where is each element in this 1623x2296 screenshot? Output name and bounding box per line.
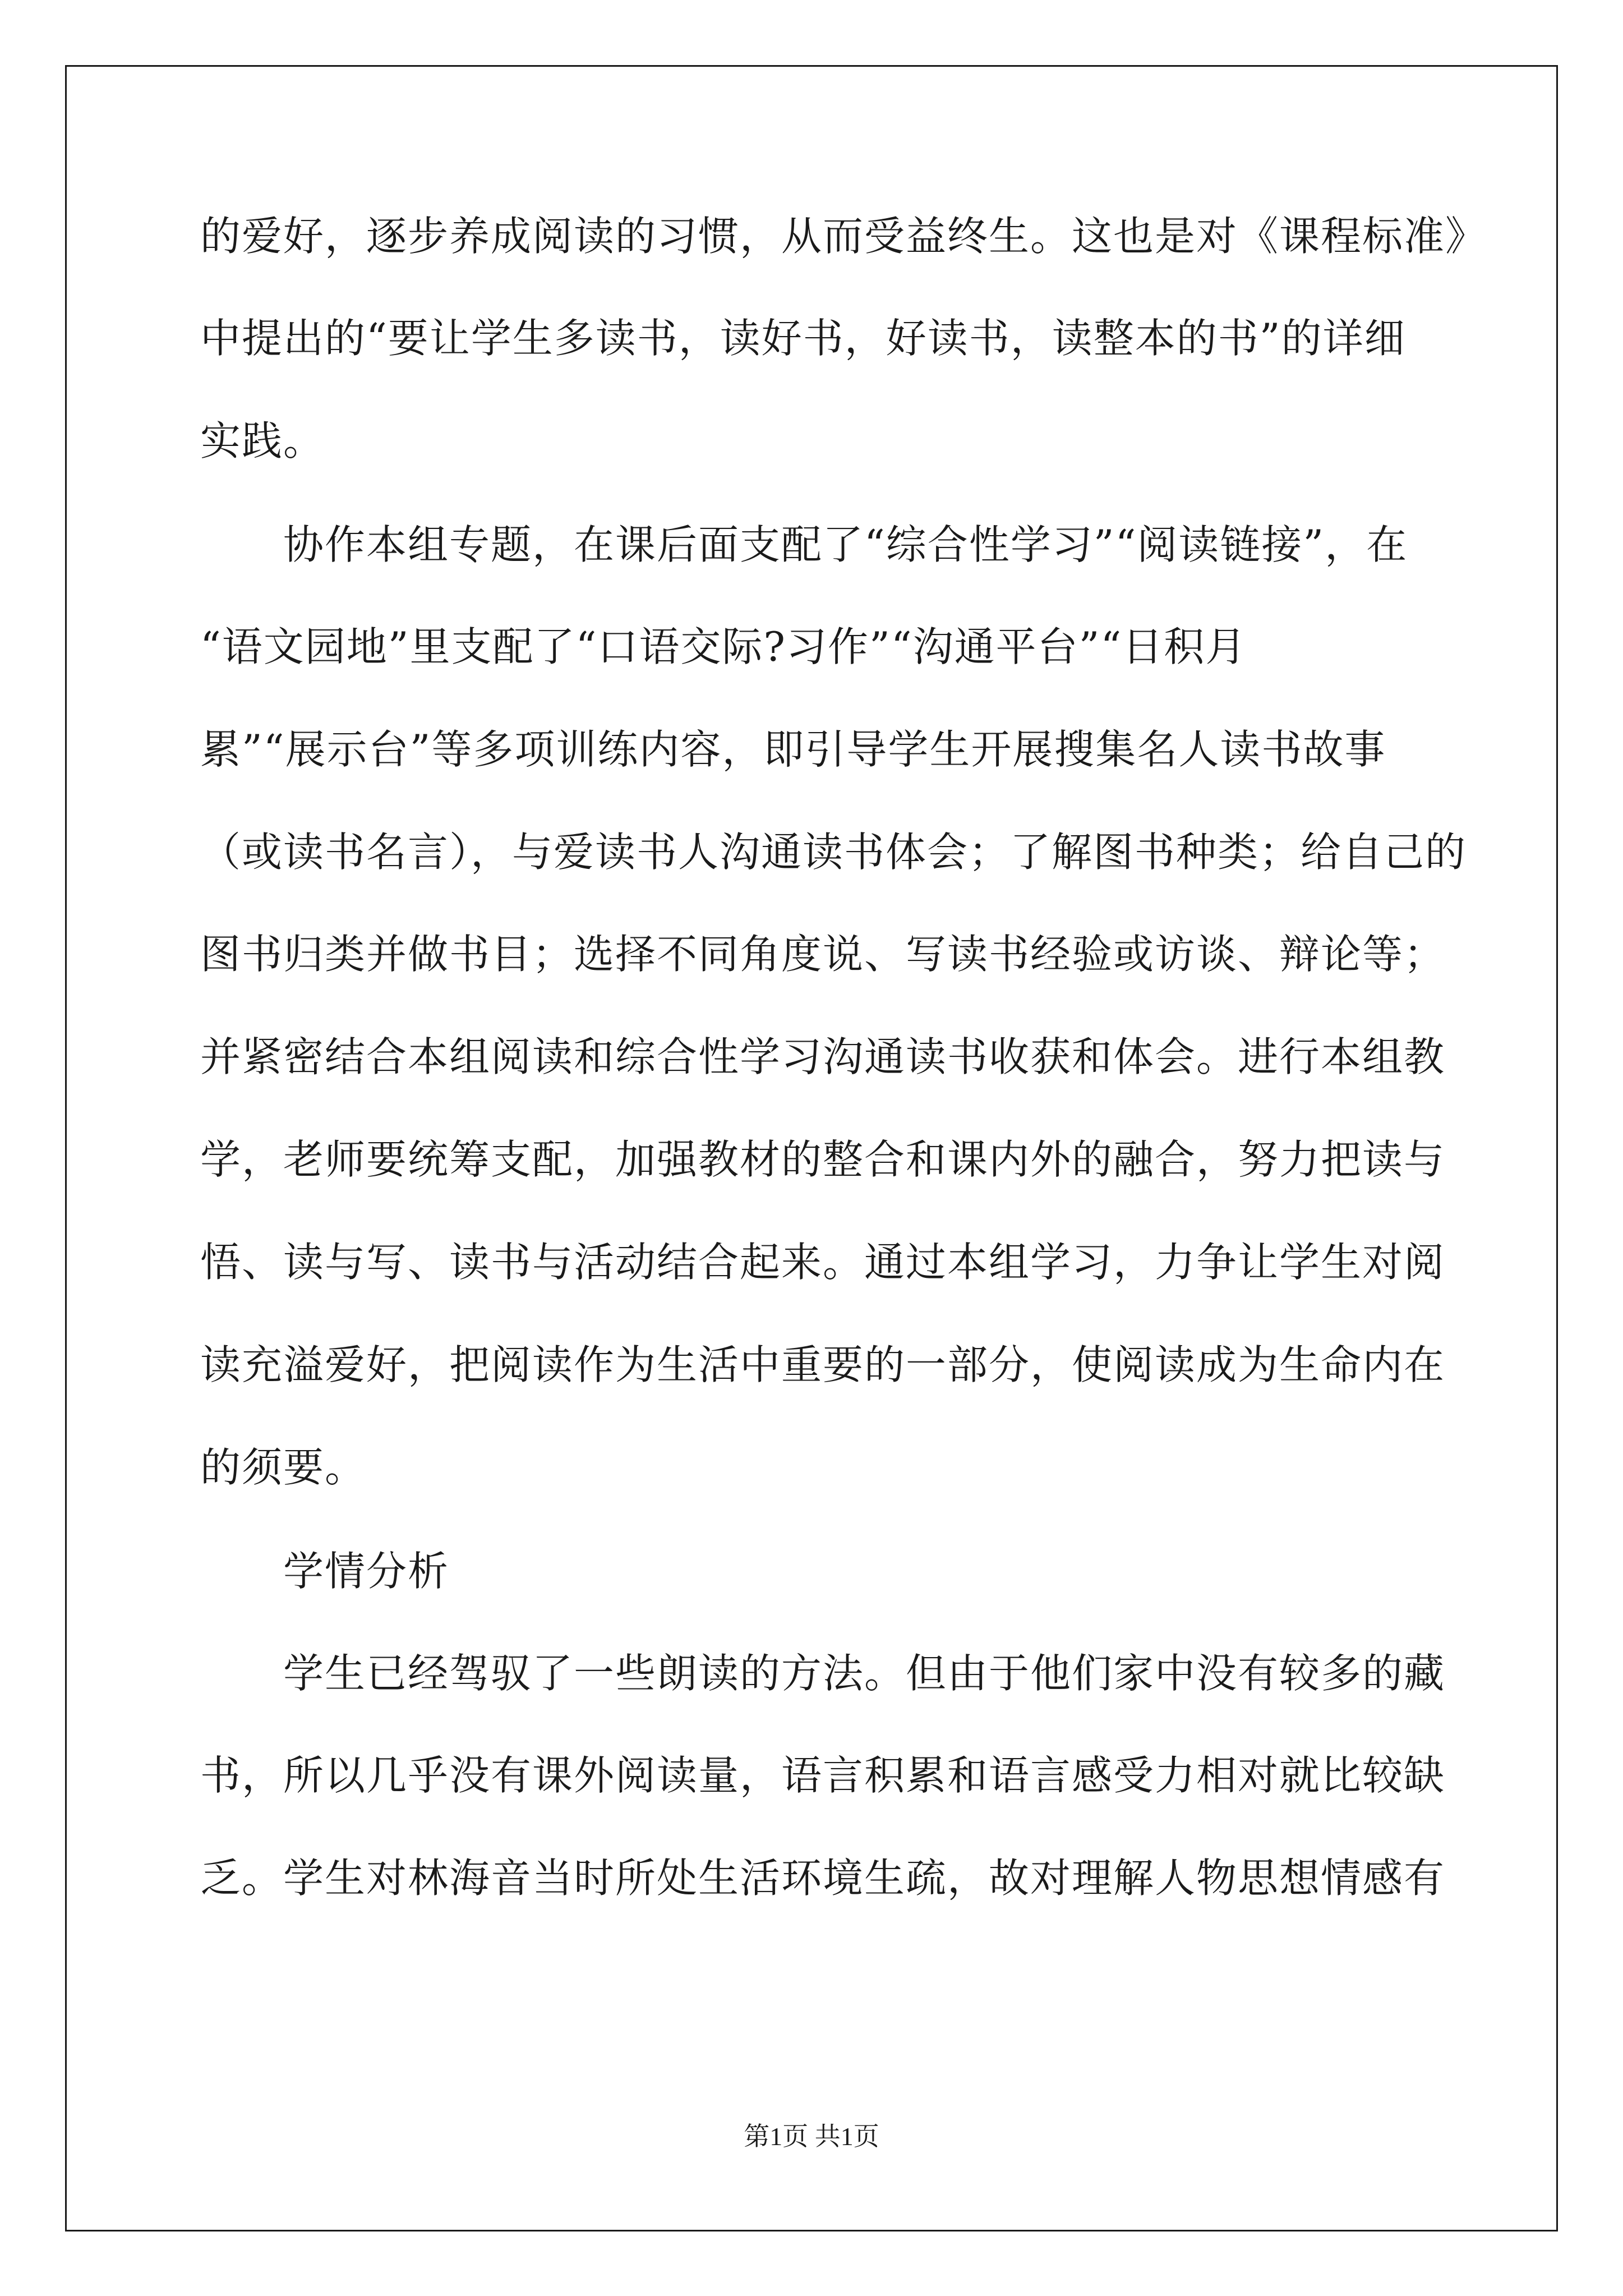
text-line: 乏。学生对林海音当时所处生活环境生疏，故对理解人物思想情感有 bbox=[200, 1855, 1446, 1902]
text-line: 书，所以几乎没有课外阅读量，语言积累和语言感受力相对就比较缺 bbox=[200, 1752, 1446, 1799]
text-line: 中提出的“要让学生多读书，读好书，好读书，读整本的书”的详细 bbox=[200, 315, 1406, 362]
text-line: 学生已经驾驭了一些朗读的方法。但由于他们家中没有较多的藏 bbox=[283, 1650, 1446, 1697]
page-footer: 第1页 共1页 bbox=[744, 2122, 879, 2151]
text-line: 悟、读与写、读书与活动结合起来。通过本组学习，力争让学生对阅 bbox=[200, 1239, 1446, 1286]
text-line: 并紧密结合本组阅读和综合性学习沟通读书收获和体会。进行本组教 bbox=[200, 1033, 1446, 1080]
text-line: 实践。 bbox=[200, 417, 325, 464]
section-heading: 学情分析 bbox=[283, 1548, 450, 1595]
text-line: （或读书名言），与爱读书人沟通读书体会；了解图书种类；给自己的 bbox=[200, 829, 1467, 876]
text-line: 的须要。 bbox=[200, 1444, 367, 1491]
text-line: “语文园地”里支配了“口语交际?习作”“沟通平台”“日积月 bbox=[200, 623, 1247, 670]
text-line: 协作本组专题，在课后面支配了“综合性学习”“阅读链接”，在 bbox=[283, 521, 1408, 568]
text-line: 学，老师要统筹支配，加强教材的整合和课内外的融合，努力把读与 bbox=[200, 1136, 1446, 1183]
text-line: 的爱好，逐步养成阅读的习惯，从而受益终生。这也是对《课程标准》 bbox=[200, 213, 1487, 260]
text-line: 图书归类并做书目；选择不同角度说、写读书经验或访谈、辩论等； bbox=[200, 931, 1446, 978]
text-line: 读充溢爱好，把阅读作为生活中重要的一部分，使阅读成为生命内在 bbox=[200, 1341, 1446, 1388]
text-line: 累”“展示台”等多项训练内容，即引导学生开展搜集名人读书故事 bbox=[200, 726, 1386, 773]
